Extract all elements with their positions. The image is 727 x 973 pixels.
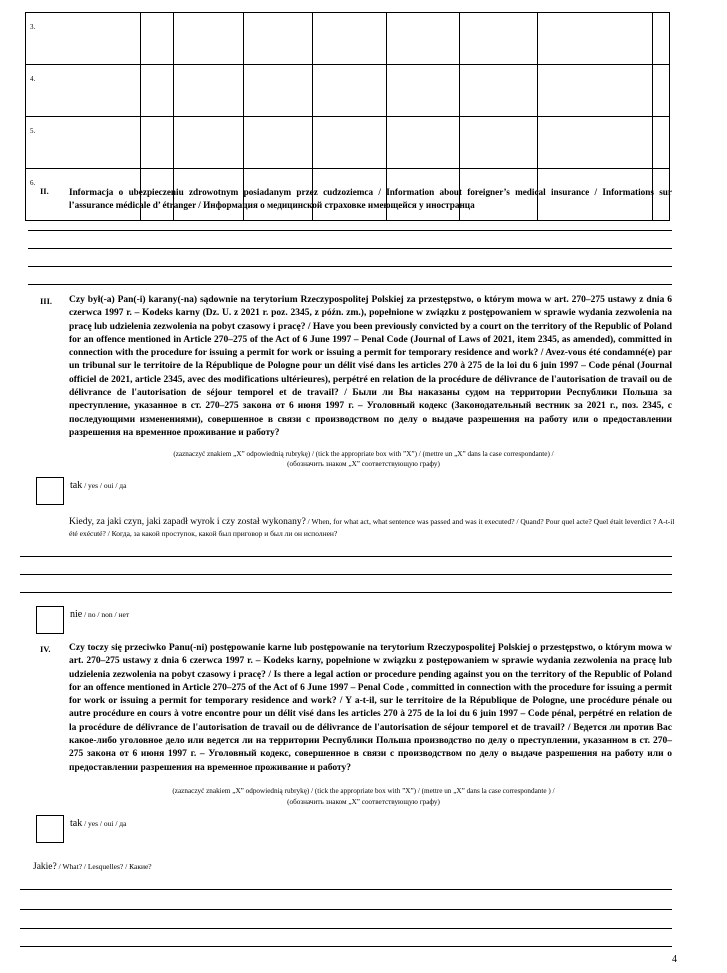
row-label: 3. <box>26 13 141 65</box>
table-cell[interactable] <box>174 117 244 169</box>
section-heading: Informacja o ubezpieczeniu zdrowotnym posiadanym przez cudzoziemca / Information about foreigner’s medical insurance / Informations sur l’assurance médicale d’ étranger / Информация о медицинской страховке имеющейся у иностранца <box>69 187 672 210</box>
yes-checkbox[interactable] <box>36 477 64 505</box>
table-cell[interactable] <box>538 13 653 65</box>
instruction-line: (zaznaczyć znakiem „X” odpowiednią rubrykę) / (tick the appropriate box with ”X”) / (mettre un „X” dans la case correspondante ) / <box>172 787 555 795</box>
table-cell[interactable] <box>141 117 174 169</box>
details-question-main: Jakie? <box>33 862 57 872</box>
table-cell[interactable] <box>460 117 538 169</box>
details-question-main: Kiedy, za jaki czyn, jaki zapadł wyrok i czy został wykonany? <box>69 517 306 527</box>
table-cell[interactable] <box>174 13 244 65</box>
table-cell[interactable] <box>538 117 653 169</box>
table-cell[interactable] <box>313 65 387 117</box>
answer-line[interactable] <box>28 230 672 231</box>
table-cell[interactable] <box>313 13 387 65</box>
table-cell[interactable] <box>387 117 460 169</box>
yes-label-main: tak <box>70 480 83 491</box>
table-cell[interactable] <box>653 13 670 65</box>
details-question <box>33 861 633 873</box>
instruction-line: (обозначить знаком „X” соответствующую графу) <box>287 460 440 468</box>
answer-line[interactable] <box>28 284 672 285</box>
instruction-line: (zaznaczyć znakiem „X” odpowiednią rubrykę) / (tick the appropriate box with ”X”) / (mettre un „X” dans la case correspondante) / <box>173 450 554 458</box>
table-cell[interactable] <box>244 117 313 169</box>
answer-line[interactable] <box>20 889 672 890</box>
instruction-line: (обозначить знаком „X” соответствующую графу) <box>287 798 440 806</box>
table-cell[interactable] <box>387 65 460 117</box>
yes-label <box>70 480 126 491</box>
no-label-main: nie <box>70 609 83 620</box>
yes-label-translations: / yes / oui / да <box>82 481 127 490</box>
yes-label-main: tak <box>70 818 83 829</box>
answer-line[interactable] <box>28 266 672 267</box>
table-cell[interactable] <box>653 117 670 169</box>
answer-line[interactable] <box>20 556 672 557</box>
row-label: 4. <box>26 65 141 117</box>
table-cell[interactable] <box>141 13 174 65</box>
row-label: 6. <box>26 169 141 221</box>
table-cell[interactable] <box>538 65 653 117</box>
table-row <box>26 65 670 117</box>
table-cell[interactable] <box>174 65 244 117</box>
answer-line[interactable] <box>20 928 672 929</box>
section-number: IV. <box>40 644 51 654</box>
table-cell[interactable] <box>653 65 670 117</box>
table-cell[interactable] <box>460 13 538 65</box>
row-label: 5. <box>26 117 141 169</box>
question-text: Czy toczy się przeciwko Panu(-ni) postępowanie karne lub postępowanie na terytorium Rzeczypospolitej Polskiej o przestępstwo, o którym mowa w art. 270–275 ustawy z dnia 6 czerwca 1997 r. – Kodeks karny, popełnione w związku z postępowaniem w sprawie wydania zezwolenia na pracę lub udzielenia zezwolenia na pobyt czasowy i pracę? / Is there a legal action or procedure pending against you on the territory of the Republic of Poland for an offence mentioned in Article 270–275 of the Act of 6 June 1997 – Penal Code , committed in connection with the procedure for issuing a permit for work or issuing a permit for temporary residence and work? / Y a-t-il, sur le territoire de la République de Pologne, une procédure pénale ou autre procédure en cours à votre encontre pour un délit visé dans les articles 270 à 275 de la loi du 6 juin 1997 – Code pénal, perpétré en relation de la procédure de délivrance de l'autorisation de travail ou de délivrance de l'autorisation de séjour temporel et de travail? / Ведется ли против Вас какое-либо уголовное дело или ведется ли на территории Республики Польша производство по делу о преступлении, указанном в ст. 270–275 закона от 6 июня 1997 г. – Уголовный кодекс, совершенное в связи с производством по делу о выдаче разрешения на работу или о предоставлении разрешения на временное проживание и работу? <box>69 643 672 773</box>
table-cell[interactable] <box>313 117 387 169</box>
table-cell[interactable] <box>141 65 174 117</box>
answer-line[interactable] <box>28 248 672 249</box>
answer-line[interactable] <box>20 946 672 947</box>
yes-label-translations: / yes / oui / да <box>82 819 127 828</box>
table-row <box>26 13 670 65</box>
table-row <box>26 117 670 169</box>
question-text: Czy był(-a) Pan(-i) karany(-na) sądownie na terytorium Rzeczypospolitej Polskiej za przestępstwo, o którym mowa w art. 270–275 ustawy z dnia 6 czerwca 1997 r. – Kodeks karny (Dz. U. z 2021 r. poz. 2345, z późn. zm.), popełnione w związku z postępowaniem w sprawie wydania zezwolenia na pracę lub udzielenia zezwolenia na pobyt czasowy i pracę? / Have you been previously convicted by a court on the territory of the Republic of Poland for an offence mentioned in Article 270–275 of the Act of 6 June 1997 – Penal Code (Journal of Laws of 2021, item 2345, as amended), committed in connection with the procedure for issuing a permit for work or issuing a permit for temporary residence and work? / Avez-vous été condamné(e) par un tribunal sur le territoire de la République de Pologne pour un délit visé dans les articles 270 à 275 de la loi du 6 juin 1997 – Code pénal (Journal officiel de 2021, article 2345, avec des modifications ultérieures), perpétré en relation de la procédure de délivrance de l'autorisation de travail ou de délivrance de l'autorisation de séjour temporel et de travail? / Были ли Вы наказаны судом на территории Республики Польша за преступление, указанное в ст. 270–275 закона от 6 июня 1997 г. – Уголовный кодекс (Законодательный вестник за 2021 г., поз. 2345, с последующими изменениями), совершенное в связи с производством по делу о выдаче разрешения на работу или о предоставлении разрешения на временное проживание и работу? <box>69 295 672 438</box>
table-cell[interactable] <box>244 13 313 65</box>
yes-label <box>70 818 126 829</box>
answer-line[interactable] <box>20 592 672 593</box>
yes-checkbox[interactable] <box>36 815 64 843</box>
table-cell[interactable] <box>387 13 460 65</box>
section-number: III. <box>40 296 53 306</box>
details-question-translations: / What? / Lesquelles? / Какие? <box>56 862 152 871</box>
no-label-translations: / no / non / нет <box>82 610 130 619</box>
page-number: 4 <box>672 954 677 965</box>
section-number: II. <box>40 186 49 196</box>
details-question <box>69 516 675 540</box>
details-question-translations: / When, for what act, what sentence was passed and was it executed? / Quand? Pour quel acte? Quel était leverdict ? A-t-il été exécuté? / Когда, за какой проступок, какой был приговор и был ли он исполнен? <box>69 517 675 538</box>
no-checkbox[interactable] <box>36 606 64 634</box>
table-cell[interactable] <box>460 65 538 117</box>
answer-line[interactable] <box>20 574 672 575</box>
no-label <box>70 609 129 620</box>
answer-line[interactable] <box>20 909 672 910</box>
table-cell[interactable] <box>244 65 313 117</box>
